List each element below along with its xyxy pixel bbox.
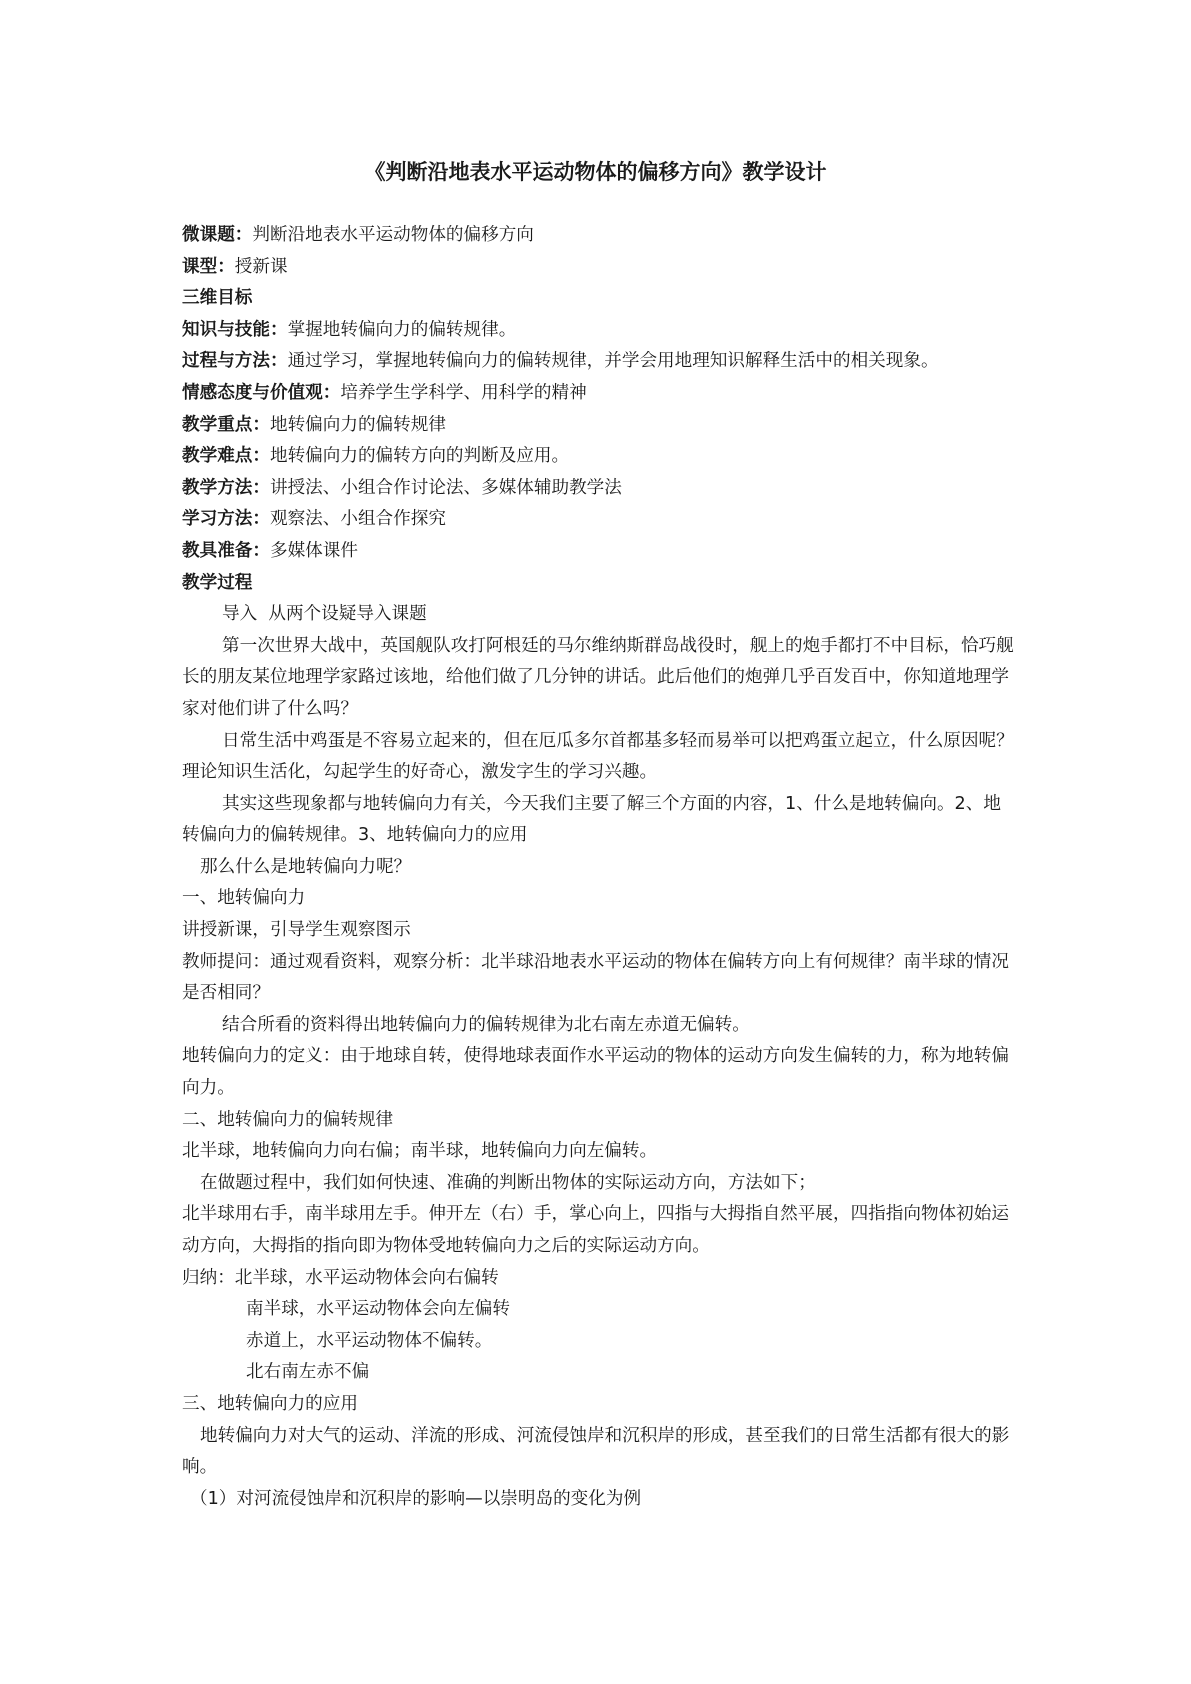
goal-materials — [182, 536, 1018, 568]
part1-heading: 一、地转偏向力 — [182, 888, 306, 909]
goal-attitude-value: 培养学生学科学、用科学的精神 — [340, 382, 587, 403]
document-body — [182, 220, 1018, 1515]
goal-knowledge-label: 知识与技能： — [182, 319, 288, 340]
meta-topic — [182, 220, 1018, 252]
goal-knowledge — [182, 315, 1018, 347]
goal-learning-method — [182, 504, 1018, 536]
goal-learning-method-label: 学习方法： — [182, 509, 270, 530]
part1-line-1: 讲授新课，引导学生观察图示 — [182, 920, 411, 941]
part1-line-3: 结合所看的资料得出地转偏向力的偏转规律为北右南左赤道无偏转。 — [222, 1014, 750, 1035]
goal-difficulty — [182, 441, 1018, 473]
intro-paragraph-3: 其实这些现象都与地转偏向力有关，今天我们主要了解三个方面的内容，1、什么是地转偏向。2、地转偏向力的偏转规律。3、地转偏向力的应用 — [182, 793, 1001, 846]
document-title: 《判断沿地表水平运动物体的偏移方向》教学设计 — [364, 160, 827, 184]
part2-line-2: 在做题过程中，我们如何快速、准确的判断出物体的实际运动方向，方法如下； — [200, 1172, 816, 1193]
goal-attitude-label: 情感态度与价值观： — [182, 382, 341, 403]
meta-type-value: 授新课 — [234, 256, 288, 277]
goal-key-point — [182, 410, 1018, 442]
goal-knowledge-value: 掌握地转偏向力的偏转规律。 — [287, 319, 517, 340]
goal-difficulty-label: 教学难点： — [182, 446, 270, 467]
goal-attitude — [182, 378, 1018, 410]
meta-type — [182, 252, 1018, 284]
intro-heading: 导入 从两个设疑导入课题 — [222, 604, 427, 625]
summary-item-4: 北右南左赤不偏 — [246, 1362, 370, 1383]
intro-question: 那么什么是地转偏向力呢？ — [200, 856, 412, 877]
part2-heading: 二、地转偏向力的偏转规律 — [182, 1109, 394, 1130]
summary-item-1: 北半球，水平运动物体会向右偏转 — [234, 1267, 499, 1288]
goal-process — [182, 346, 1018, 378]
goal-key-point-label: 教学重点： — [182, 414, 270, 435]
goal-materials-label: 教具准备： — [182, 540, 270, 561]
intro-paragraph-1: 第一次世界大战中，英国舰队攻打阿根廷的马尔维纳斯群岛战役时，舰上的炮手都打不中目标，恰巧舰长的朋友某位地理学家路过该地，给他们做了几分钟的讲话。此后他们的炮弹几乎百发百中，你知道地理学家对他们讲了什么吗？ — [182, 635, 1014, 719]
goal-materials-value: 多媒体课件 — [269, 540, 358, 561]
goal-process-label: 过程与方法： — [182, 351, 288, 372]
part3-heading: 三、地转偏向力的应用 — [182, 1393, 358, 1414]
summary-item-2: 南半球，水平运动物体会向左偏转 — [246, 1299, 510, 1320]
part2-line-3: 北半球用右手，南半球用左手。伸开左（右）手，掌心向上，四指与大拇指自然平展，四指指向物体初始运动方向，大拇指的指向即为物体受地转偏向力之后的实际运动方向。 — [182, 1204, 1009, 1256]
section-process-heading: 教学过程 — [182, 572, 253, 593]
part2-line-1: 北半球，地转偏向力向右偏；南半球，地转偏向力向左偏转。 — [182, 1141, 658, 1162]
summary-label: 归纳： — [182, 1267, 235, 1288]
part1-line-4: 地转偏向力的定义：由于地球自转，使得地球表面作水平运动的物体的运动方向发生偏转的力，称为地转偏向力。 — [182, 1046, 1009, 1099]
goal-process-value: 通过学习，掌握地转偏向力的偏转规律，并学会用地理知识解释生活中的相关现象。 — [287, 351, 939, 372]
summary-line-1 — [182, 1263, 1018, 1295]
intro-paragraph-2: 日常生活中鸡蛋是不容易立起来的，但在厄瓜多尔首都基多轻而易举可以把鸡蛋立起立，什么原因呢？理论知识生活化，勾起学生的好奇心，激发字生的学习兴趣。 — [182, 730, 1014, 783]
goal-teaching-method-label: 教学方法： — [182, 477, 270, 498]
goal-teaching-method — [182, 473, 1018, 505]
meta-topic-label: 微课题： — [182, 225, 253, 245]
goal-key-point-value: 地转偏向力的偏转规律 — [269, 414, 446, 435]
part1-line-2: 教师提问：通过观看资料，观察分析：北半球沿地表水平运动的物体在偏转方向上有何规律？南半球的情况是否相同？ — [182, 951, 1009, 1004]
summary-item-3: 赤道上，水平运动物体不偏转。 — [246, 1330, 493, 1351]
goal-learning-method-value: 观察法、小组合作探究 — [269, 509, 446, 530]
part3-line-1: 地转偏向力对大气的运动、洋流的形成、河流侵蚀岸和沉积岸的形成，甚至我们的日常生活都有很大的影响。 — [182, 1425, 1010, 1478]
part3-line-2: （1）对河流侵蚀岸和沉积岸的影响—以崇明岛的变化为例 — [190, 1488, 642, 1509]
meta-type-label: 课型： — [182, 256, 235, 277]
section-goals-heading: 三维目标 — [182, 288, 253, 309]
goal-teaching-method-value: 讲授法、小组合作讨论法、多媒体辅助教学法 — [269, 477, 622, 498]
meta-topic-value: 判断沿地表水平运动物体的偏移方向 — [252, 225, 534, 245]
goal-difficulty-value: 地转偏向力的偏转方向的判断及应用。 — [269, 446, 570, 467]
